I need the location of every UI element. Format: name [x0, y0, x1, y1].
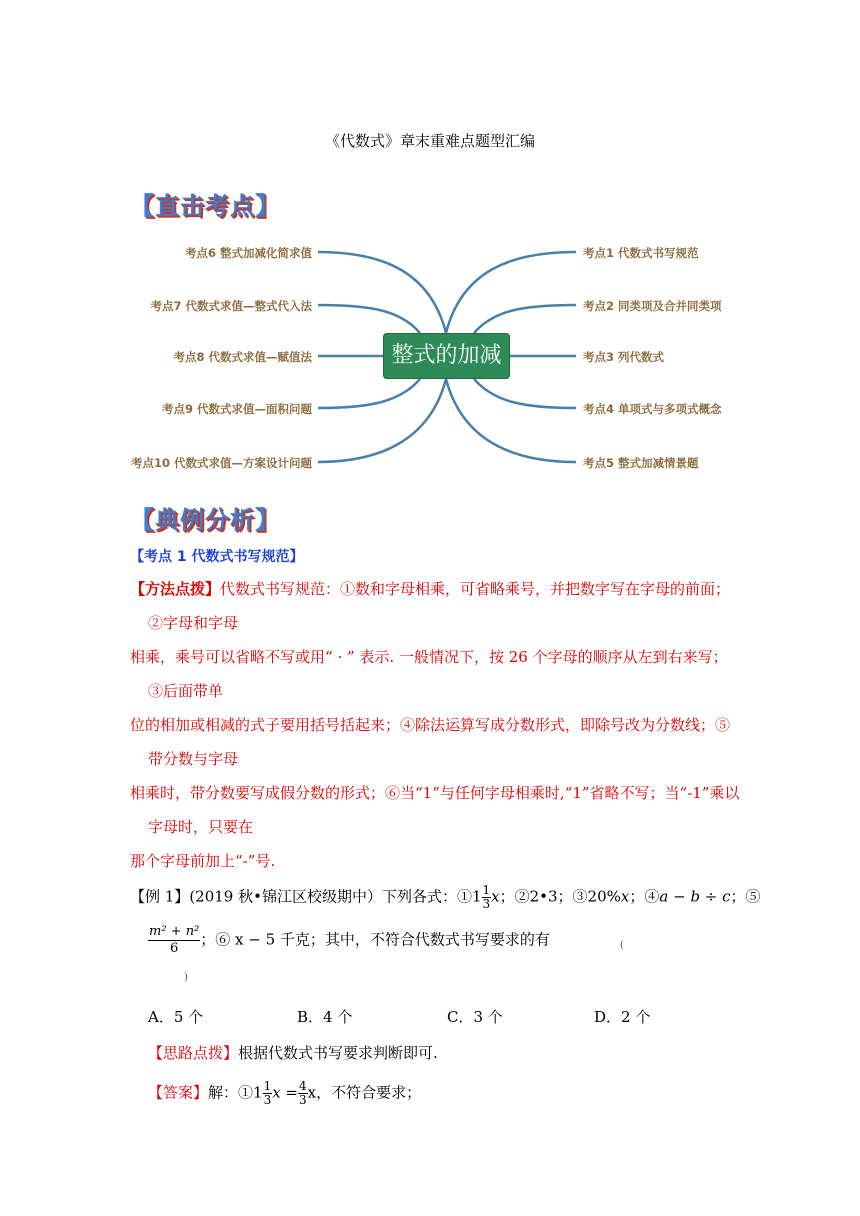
mindmap-connectors: [0, 0, 860, 500]
section-heading-key-points: 【直击考点】: [130, 192, 280, 220]
example-source: (2019 秋•锦江区校级期中）下列各式：: [189, 887, 457, 906]
fraction-denominator: 6: [170, 941, 179, 956]
mindmap-node-kp5: 考点5 整式加减情景题: [583, 456, 699, 470]
method-label: 【方法点拨】: [130, 580, 221, 598]
items-2-3: ；②2•3；③20%: [499, 887, 621, 906]
item-6-and-question: ；⑥ x − 5 千克；其中，不符合代数式书写要求的有: [200, 930, 550, 949]
item-5-fraction: [148, 924, 200, 957]
item-4-marker: ；④: [629, 887, 660, 906]
answer-line: [148, 1080, 421, 1107]
document-title: 《代数式》章末重难点题型汇编: [324, 132, 535, 150]
mindmap-node-kp3: 考点3 列代数式: [583, 350, 665, 364]
method-line-6: 带分数与字母: [148, 750, 239, 768]
answer-suffix: x，不符合要求；: [307, 1083, 422, 1102]
section-heading-examples: 【典例分析】: [130, 506, 280, 534]
item-1-fraction: [482, 884, 492, 911]
method-line-1: [130, 578, 730, 599]
fraction-denominator: 3: [299, 1093, 307, 1107]
example-1-line-1: [130, 884, 761, 911]
hint-line: [148, 1042, 438, 1063]
answer-paren-close: ): [184, 972, 188, 983]
mindmap-node-kp4: 考点4 单项式与多项式概念: [583, 402, 722, 416]
method-text: 代数式书写规范：①数和字母相乘，可省略乘号，并把数字写在字母的前面；: [220, 580, 731, 598]
answer-label: 【答案】: [148, 1083, 209, 1102]
fraction-numerator: 4: [299, 1079, 307, 1093]
method-line-8: 字母时，只要在: [148, 818, 254, 836]
choice-b: B．4 个: [297, 1008, 353, 1026]
hint-label: 【思路点拨】: [148, 1044, 239, 1062]
mindmap-node-kp7: 考点7 代数式求值—整式代入法: [150, 299, 312, 313]
choice-a: A．5 个: [148, 1008, 204, 1026]
answer-paren-open: (: [620, 940, 624, 951]
mindmap-node-kp1: 考点1 代数式书写规范: [583, 246, 699, 260]
method-line-5: 位的相加或相减的式子要用括号括起来；④除法运算写成分数形式，即除号改为分数线；⑤: [130, 716, 731, 734]
method-line-9: 那个字母前加上“-”号.: [130, 852, 276, 870]
choice-d: D．2 个: [594, 1008, 651, 1026]
item-1-whole: ①1: [456, 887, 482, 906]
answer-fraction-1: [263, 1080, 273, 1107]
method-line-3: 相乘，乘号可以省略不写或用“ · ” 表示. 一般情况下，按 26 个字母的顺序从左到右来写；: [130, 648, 728, 666]
mindmap-node-kp9: 考点9 代数式求值—面积问题: [161, 402, 312, 416]
example-label: 【例 1】: [130, 887, 190, 906]
fraction-denominator: 3: [263, 1093, 272, 1107]
answer-fraction-2: [298, 1080, 308, 1107]
answer-prefix: 解：①1: [208, 1083, 263, 1102]
hint-text: 根据代数式书写要求判断即可.: [238, 1044, 438, 1062]
choice-c: C．3 个: [447, 1008, 503, 1026]
fraction-numerator: 1: [263, 1079, 272, 1093]
mindmap-node-kp6: 考点6 整式加减化简求值: [184, 246, 312, 260]
fraction-numerator: 1: [482, 883, 491, 897]
item-3-variable: x: [620, 887, 630, 906]
method-line-4: ③后面带单: [148, 682, 224, 700]
item-4-expression: a − b ÷ c: [659, 887, 731, 906]
mindmap-node-kp8: 考点8 代数式求值—赋值法: [173, 350, 312, 364]
mindmap-node-kp2: 考点2 同类项及合并同类项: [583, 299, 722, 313]
fraction-numerator: m² + n²: [149, 924, 200, 939]
key-point-1-title: 【考点 1 代数式书写规范】: [130, 549, 304, 565]
method-line-2: ②字母和字母: [148, 614, 239, 632]
mindmap-center-node: 整式的加减: [383, 333, 510, 379]
item-5-marker: ；⑤: [730, 887, 761, 906]
method-line-7: 相乘时，带分数要写成假分数的形式；⑥当“1”与任何字母相乘时,“1”省略不写；当“-1”乘以: [130, 784, 740, 802]
answer-middle: x =: [272, 1083, 298, 1102]
item-1-variable: x: [491, 887, 500, 906]
mindmap-node-kp10: 考点10 代数式求值—方案设计问题: [130, 456, 312, 470]
fraction-denominator: 3: [482, 897, 491, 911]
example-1-line-2: [148, 924, 550, 957]
